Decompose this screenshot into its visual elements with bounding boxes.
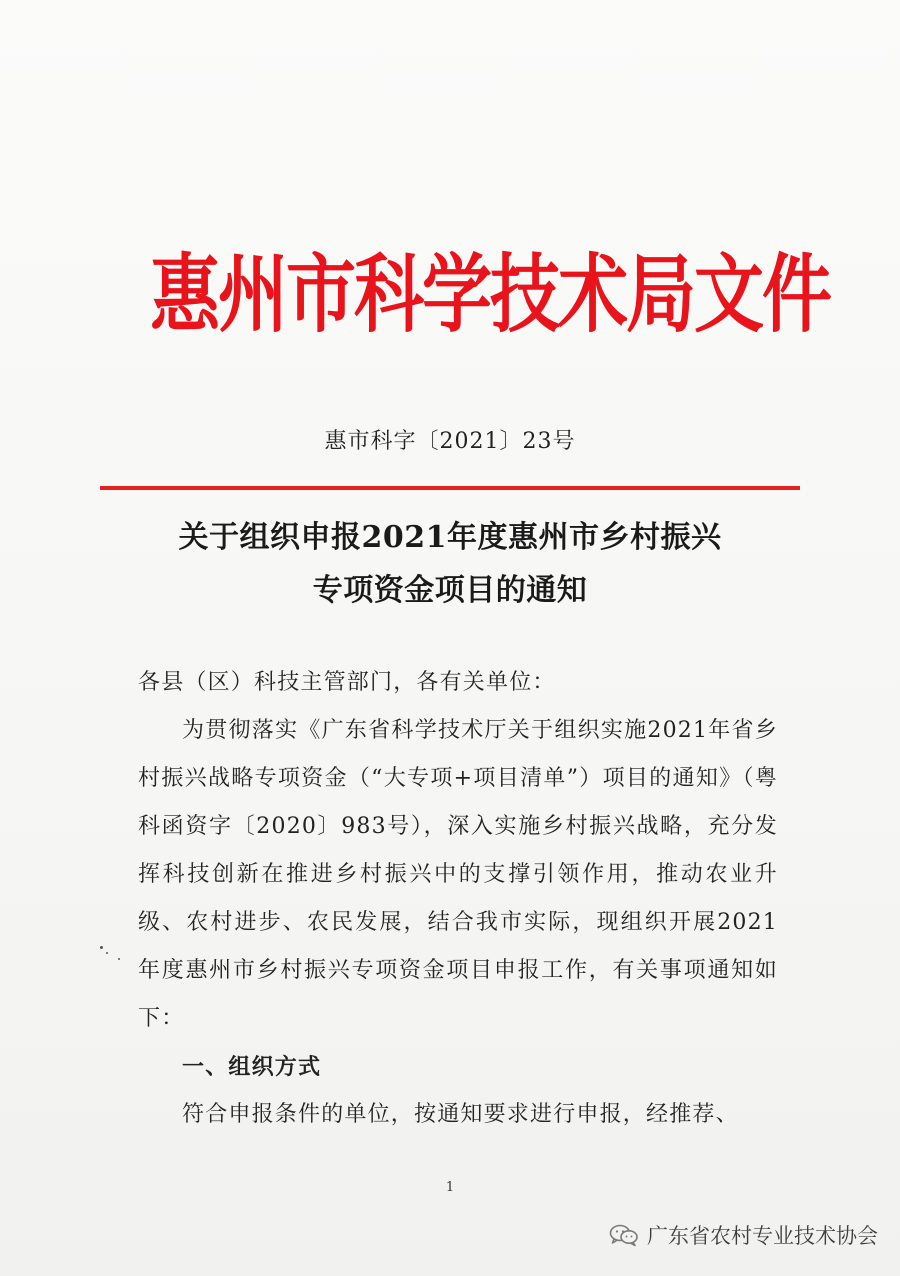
scan-speck (118, 958, 120, 960)
salutation: 各县（区）科技主管部门，各有关单位： (138, 670, 556, 695)
body-paragraph: 符合申报条件的单位，按通知要求进行申报，经推荐、 (182, 1102, 739, 1127)
document-body (138, 659, 778, 1139)
page-number: 1 (445, 1180, 455, 1195)
body-paragraph: 为贯彻落实《广东省科学技术厅关于组织实施2021年省乡村振兴战略专项资金（“大专项+项目清单”）项目的通知》（粤科函资字〔2020〕983号），深入实施乡村振兴战略，充分发挥科技创新在推进乡村振兴中的支撑引领作用，推动农业升级、农村进步、农民发展，结合我市实际，现组织开展2021年度惠州市乡村振兴专项资金项目申报工作，有关事项通知如下： (138, 718, 778, 1031)
section-heading: 一、组织方式 (182, 1054, 322, 1080)
scan-speck (106, 952, 108, 954)
document-number: 惠市科字〔2021〕23号 (324, 429, 576, 454)
watermark-text: 广东省农村专业技术协会 (647, 1224, 878, 1248)
scan-speck (100, 946, 103, 949)
issuing-authority-header: 惠州市科学技术局文件 (150, 243, 830, 345)
notice-title-line-2: 专项资金项目的通知 (312, 573, 588, 608)
red-divider-line (100, 486, 800, 490)
wechat-icon (609, 1223, 639, 1247)
source-watermark (609, 1220, 878, 1250)
notice-title-line-1: 关于组织申报2021年度惠州市乡村振兴 (178, 520, 722, 555)
